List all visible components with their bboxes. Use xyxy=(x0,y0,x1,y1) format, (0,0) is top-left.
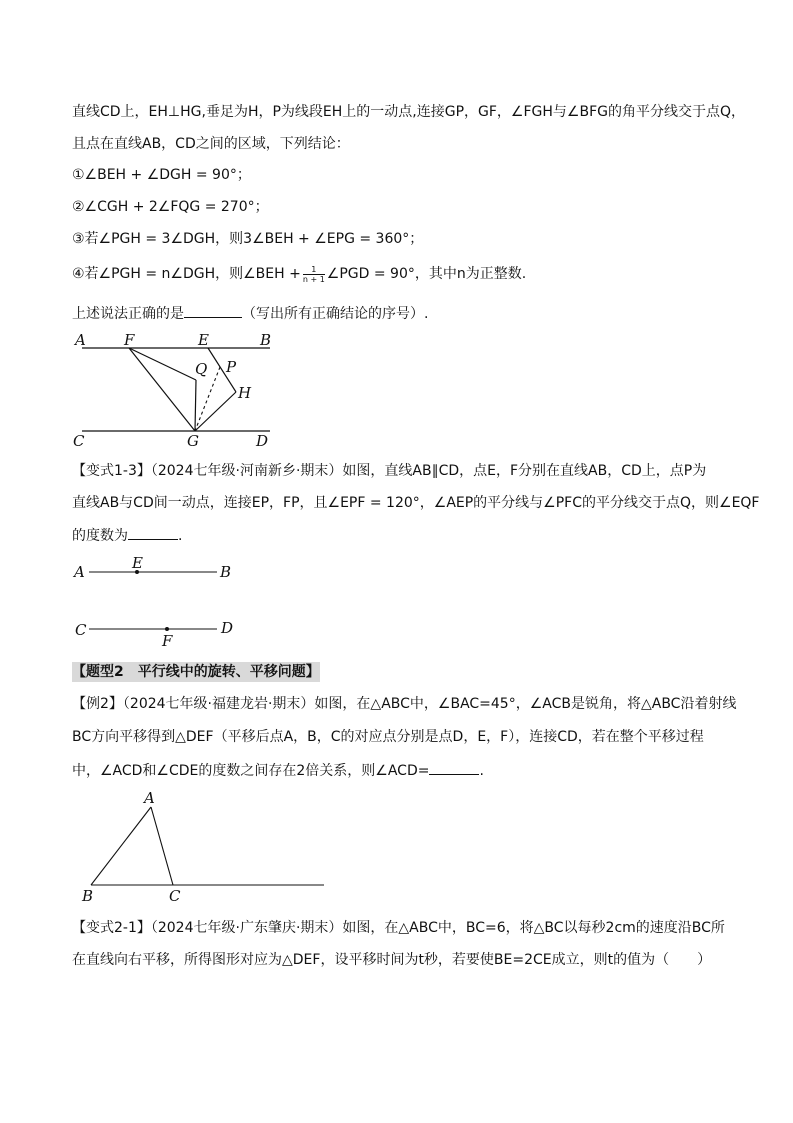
label-d: D xyxy=(221,619,234,637)
figure-1-diagram xyxy=(70,328,280,450)
section-tag: 【题型2 平行线中的旋转、平移问题】 xyxy=(72,664,320,680)
example-2-line-3 xyxy=(72,760,484,781)
label-e: E xyxy=(132,554,143,572)
segment-hg xyxy=(195,392,236,431)
example-2-line-3-end: . xyxy=(479,763,484,779)
label-h: H xyxy=(238,384,252,402)
label-d: D xyxy=(256,432,269,450)
conclusion-4-part-b: ∠PGD = 90°，其中n为正整数. xyxy=(326,266,527,282)
answer-prompt-before: 上述说法正确的是 xyxy=(72,306,184,322)
variant-1-3-line-3 xyxy=(72,525,182,546)
variant-1-3-blank xyxy=(128,525,178,540)
example-2-line-3-text: 中，∠ACD和∠CDE的度数之间存在2倍关系，则∠ACD= xyxy=(72,763,430,779)
variant-2-1-line-2: 在直线向右平移，所得图形对应为△DEF，设平移时间为t秒，若要使BE=2CE成立，则t的值为（ ） xyxy=(72,952,712,968)
variant-1-3-line-2: 直线AB与CD间一动点，连接EP，FP，且∠EPF = 120°，∠AEP的平分线与∠PFC的平分线交于点Q，则∠EQF xyxy=(72,495,760,511)
conclusion-3: ③若∠PGH = 3∠DGH，则3∠BEH + ∠EPG = 360°； xyxy=(72,231,424,247)
label-g: G xyxy=(187,432,199,450)
label-a: A xyxy=(74,563,85,581)
label-b: B xyxy=(220,563,232,581)
conclusion-4 xyxy=(72,264,526,284)
figure-2-diagram xyxy=(70,554,245,650)
answer-prompt-after: （写出所有正确结论的序号）. xyxy=(242,306,429,322)
fraction-denominator: n + 1 xyxy=(302,274,325,284)
label-c: C xyxy=(169,887,181,905)
label-c: C xyxy=(75,621,87,639)
conclusion-2: ②∠CGH + 2∠FQG = 270°； xyxy=(72,199,269,215)
segment-ab xyxy=(91,807,151,885)
label-b: B xyxy=(260,331,272,349)
variant-1-3-line-3-end: . xyxy=(178,528,183,544)
conclusion-1: ①∠BEH + ∠DGH = 90°； xyxy=(72,167,251,183)
fraction xyxy=(303,265,325,284)
label-a: A xyxy=(75,331,86,349)
point-f xyxy=(165,627,169,631)
label-f: F xyxy=(124,331,135,349)
conclusion-4-part-a: ④若∠PGH = n∠DGH，则∠BEH + xyxy=(72,266,301,282)
label-a: A xyxy=(144,789,155,807)
example-2-line-2: BC方向平移得到△DEF（平移后点A，B，C的对应点分别是点D，E，F），连接CD，若在整个平移过程 xyxy=(72,729,704,745)
label-e: E xyxy=(198,331,209,349)
variant-1-3-line-1: 【变式1-3】（2024七年级·河南新乡·期末）如图，直线AB∥CD，点E，F分别在直线AB，CD上，点P为 xyxy=(72,463,707,479)
variant-2-1-line-1: 【变式2-1】（2024七年级·广东肇庆·期末）如图，在△ABC中，BC=6，将△BC以每秒2cm的速度沿BC所 xyxy=(72,920,725,936)
answer-blank xyxy=(184,303,242,318)
fraction-numerator: 1 xyxy=(303,265,325,275)
label-c: C xyxy=(73,432,85,450)
example-2-blank xyxy=(429,760,479,775)
figure-3-triangle xyxy=(75,788,335,908)
label-f: F xyxy=(162,632,173,650)
label-b: B xyxy=(82,887,94,905)
label-q: Q xyxy=(195,360,208,378)
problem-intro-line-1: 直线CD上，EH⊥HG,垂足为H，P为线段EH上的一动点,连接GP，GF，∠FGH与∠BFG的角平分线交于点Q， xyxy=(72,104,745,120)
variant-1-3-line-3-text: 的度数为 xyxy=(72,528,128,544)
label-p: P xyxy=(226,358,237,376)
answer-prompt xyxy=(72,303,428,324)
segment-fg xyxy=(129,348,195,431)
segment-ac xyxy=(151,807,173,885)
segment-fq xyxy=(129,348,196,380)
segment-qg xyxy=(195,380,196,431)
problem-intro-line-2: 且点在直线AB，CD之间的区域，下列结论： xyxy=(72,136,350,152)
example-2-line-1: 【例2】（2024七年级·福建龙岩·期末）如图，在△ABC中，∠BAC=45°，∠ACB是锐角，将△ABC沿着射线 xyxy=(72,696,737,712)
